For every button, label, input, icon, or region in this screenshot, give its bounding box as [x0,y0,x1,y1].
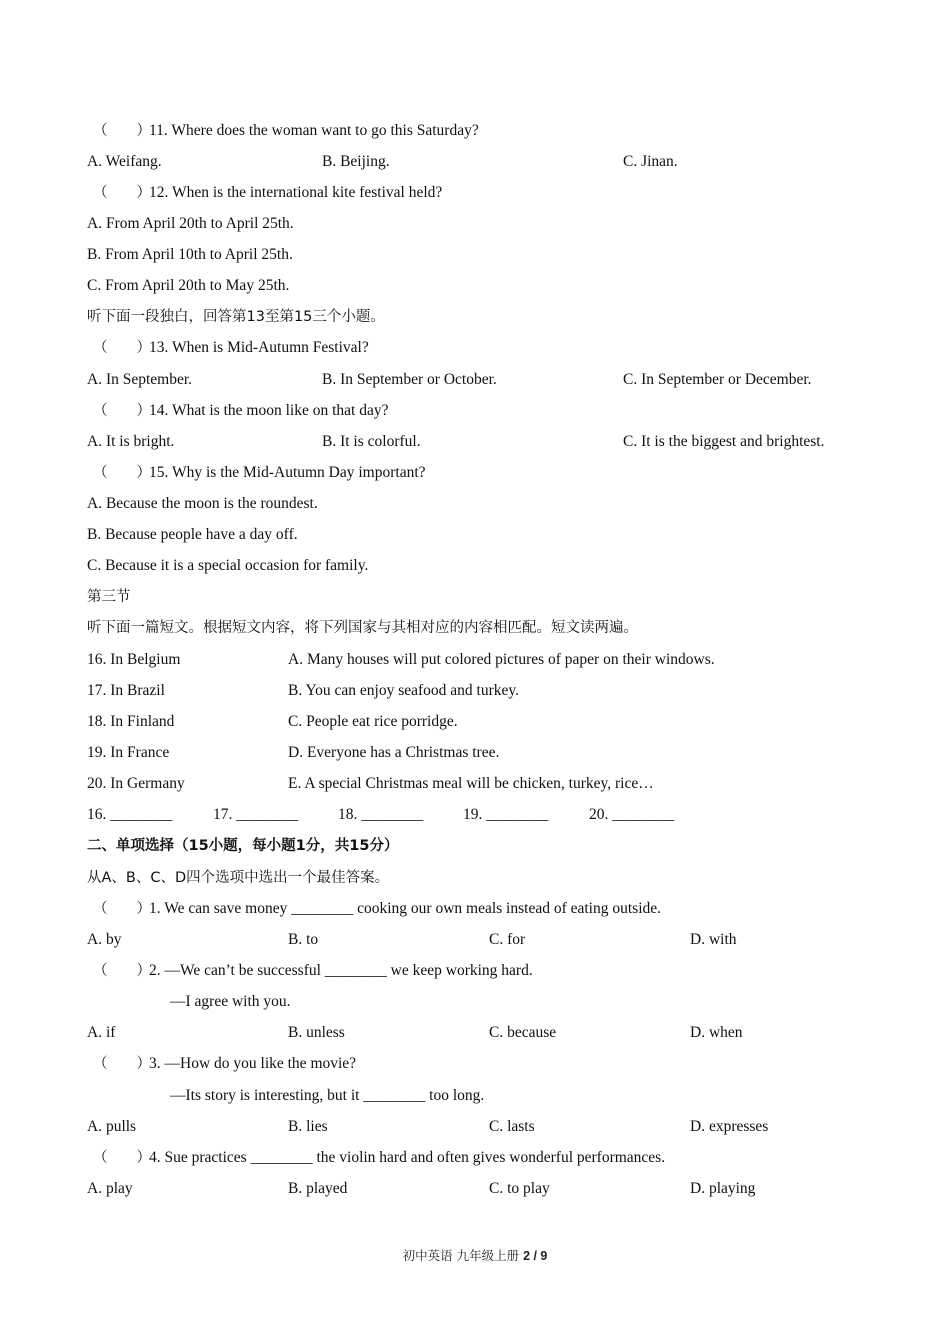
mcq-3 [93,1054,356,1074]
option-c: C. to play [489,1180,550,1197]
option-c: C. because [489,1024,557,1041]
dialogue-reply: —I agree with you. [170,993,291,1010]
answer-bracket: （ ） [93,123,151,139]
question-stem: 11. Where does the woman want to go this Saturday? [149,122,479,139]
dialogue-reply: —Its story is interesting, but it ________ too long. [170,1087,485,1104]
match-row [87,650,867,670]
country-item: 17. In Brazil [87,682,165,699]
question-stem: 3. —How do you like the movie? [149,1055,357,1072]
option-b: B. unless [288,1024,345,1041]
question-stem: 4. Sue practices ________ the violin hard and often gives wonderful performances. [149,1149,666,1166]
question-15 [93,463,426,483]
option-b: B. lies [288,1118,328,1135]
option-a: A. It is bright. [87,433,175,450]
country-item: 20. In Germany [87,775,185,792]
question-11-options [87,152,867,172]
answer-bracket: （ ） [93,465,151,481]
option-a: A. pulls [87,1118,137,1135]
option-a: A. Because the moon is the roundest. [87,495,318,512]
option-d: D. when [690,1024,743,1041]
part-instruction: 从A、B、C、D四个选项中选出一个最佳答案。 [87,870,390,886]
match-row [87,681,867,701]
match-option: C. People eat rice porridge. [288,713,458,730]
option-b: B. Because people have a day off. [87,526,298,543]
mcq-4 [93,1148,665,1168]
question-14-options [87,432,867,452]
country-item: 19. In France [87,744,170,761]
question-stem: 15. Why is the Mid-Autumn Day important? [149,464,426,481]
option-b: B. played [288,1180,348,1197]
page-number: 2 / 9 [523,1249,548,1263]
answer-bracket: （ ） [93,963,151,979]
mcq-1 [93,899,661,919]
match-row [87,743,867,763]
answer-bracket: （ ） [93,1056,151,1072]
section-title: 第三节 [87,589,131,605]
option-b: B. It is colorful. [322,433,421,450]
answer-bracket: （ ） [93,185,151,201]
match-option: D. Everyone has a Christmas tree. [288,744,500,761]
question-stem: 1. We can save money ________ cooking our own meals instead of eating outside. [149,900,662,917]
match-option: A. Many houses will put colored pictures of paper on their windows. [288,651,715,668]
answer-blank: 18. ________ [338,806,424,823]
option-c: C. for [489,931,526,948]
part-heading: 二、单项选择（15小题，每小题1分，共15分） [87,838,399,854]
option-b: B. to [288,931,319,948]
answer-bracket: （ ） [93,1150,151,1166]
match-option: E. A special Christmas meal will be chicken, turkey, rice… [288,775,654,792]
option-d: D. with [690,931,737,948]
match-option: B. You can enjoy seafood and turkey. [288,682,520,699]
option-c: C. From April 20th to May 25th. [87,277,290,294]
option-a: A. if [87,1024,116,1041]
option-c: C. Jinan. [623,153,678,170]
option-b: B. From April 10th to April 25th. [87,246,293,263]
option-b: B. In September or October. [322,371,497,388]
option-d: D. expresses [690,1118,769,1135]
section-instruction: 听下面一篇短文。根据短文内容，将下列国家与其相对应的内容相匹配。短文读两遍。 [87,620,638,636]
option-c: C. It is the biggest and brightest. [623,433,825,450]
page-footer [0,1246,950,1264]
footer-subject: 初中英语 九年级上册 [402,1248,520,1263]
option-a: A. From April 20th to April 25th. [87,215,294,232]
country-item: 16. In Belgium [87,651,181,668]
question-stem: 2. —We can’t be successful ________ we keep working hard. [149,962,533,979]
question-stem: 13. When is Mid-Autumn Festival? [149,339,369,356]
option-c: C. lasts [489,1118,535,1135]
question-11 [93,121,479,141]
question-stem: 14. What is the moon like on that day? [149,402,389,419]
answer-bracket: （ ） [93,403,151,419]
option-a: A. by [87,931,122,948]
match-row [87,774,867,794]
answer-bracket: （ ） [93,340,151,356]
mcq-2 [93,961,533,981]
option-c: C. Because it is a special occasion for family. [87,557,369,574]
country-item: 18. In Finland [87,713,175,730]
match-row [87,712,867,732]
question-14 [93,401,389,421]
answer-blank: 20. ________ [589,806,675,823]
option-d: D. playing [690,1180,756,1197]
option-a: A. In September. [87,371,193,388]
question-13 [93,338,369,358]
option-a: A. play [87,1180,133,1197]
question-stem: 12. When is the international kite festival held? [149,184,443,201]
option-a: A. Weifang. [87,153,162,170]
option-c: C. In September or December. [623,371,812,388]
option-b: B. Beijing. [322,153,390,170]
question-13-options [87,370,867,390]
answer-blank: 16. ________ [87,806,173,823]
answer-bracket: （ ） [93,901,151,917]
question-12 [93,183,442,203]
answer-blank: 17. ________ [213,806,299,823]
monologue-instruction: 听下面一段独白，回答第13至第15三个小题。 [87,309,385,325]
answer-blank: 19. ________ [463,806,549,823]
